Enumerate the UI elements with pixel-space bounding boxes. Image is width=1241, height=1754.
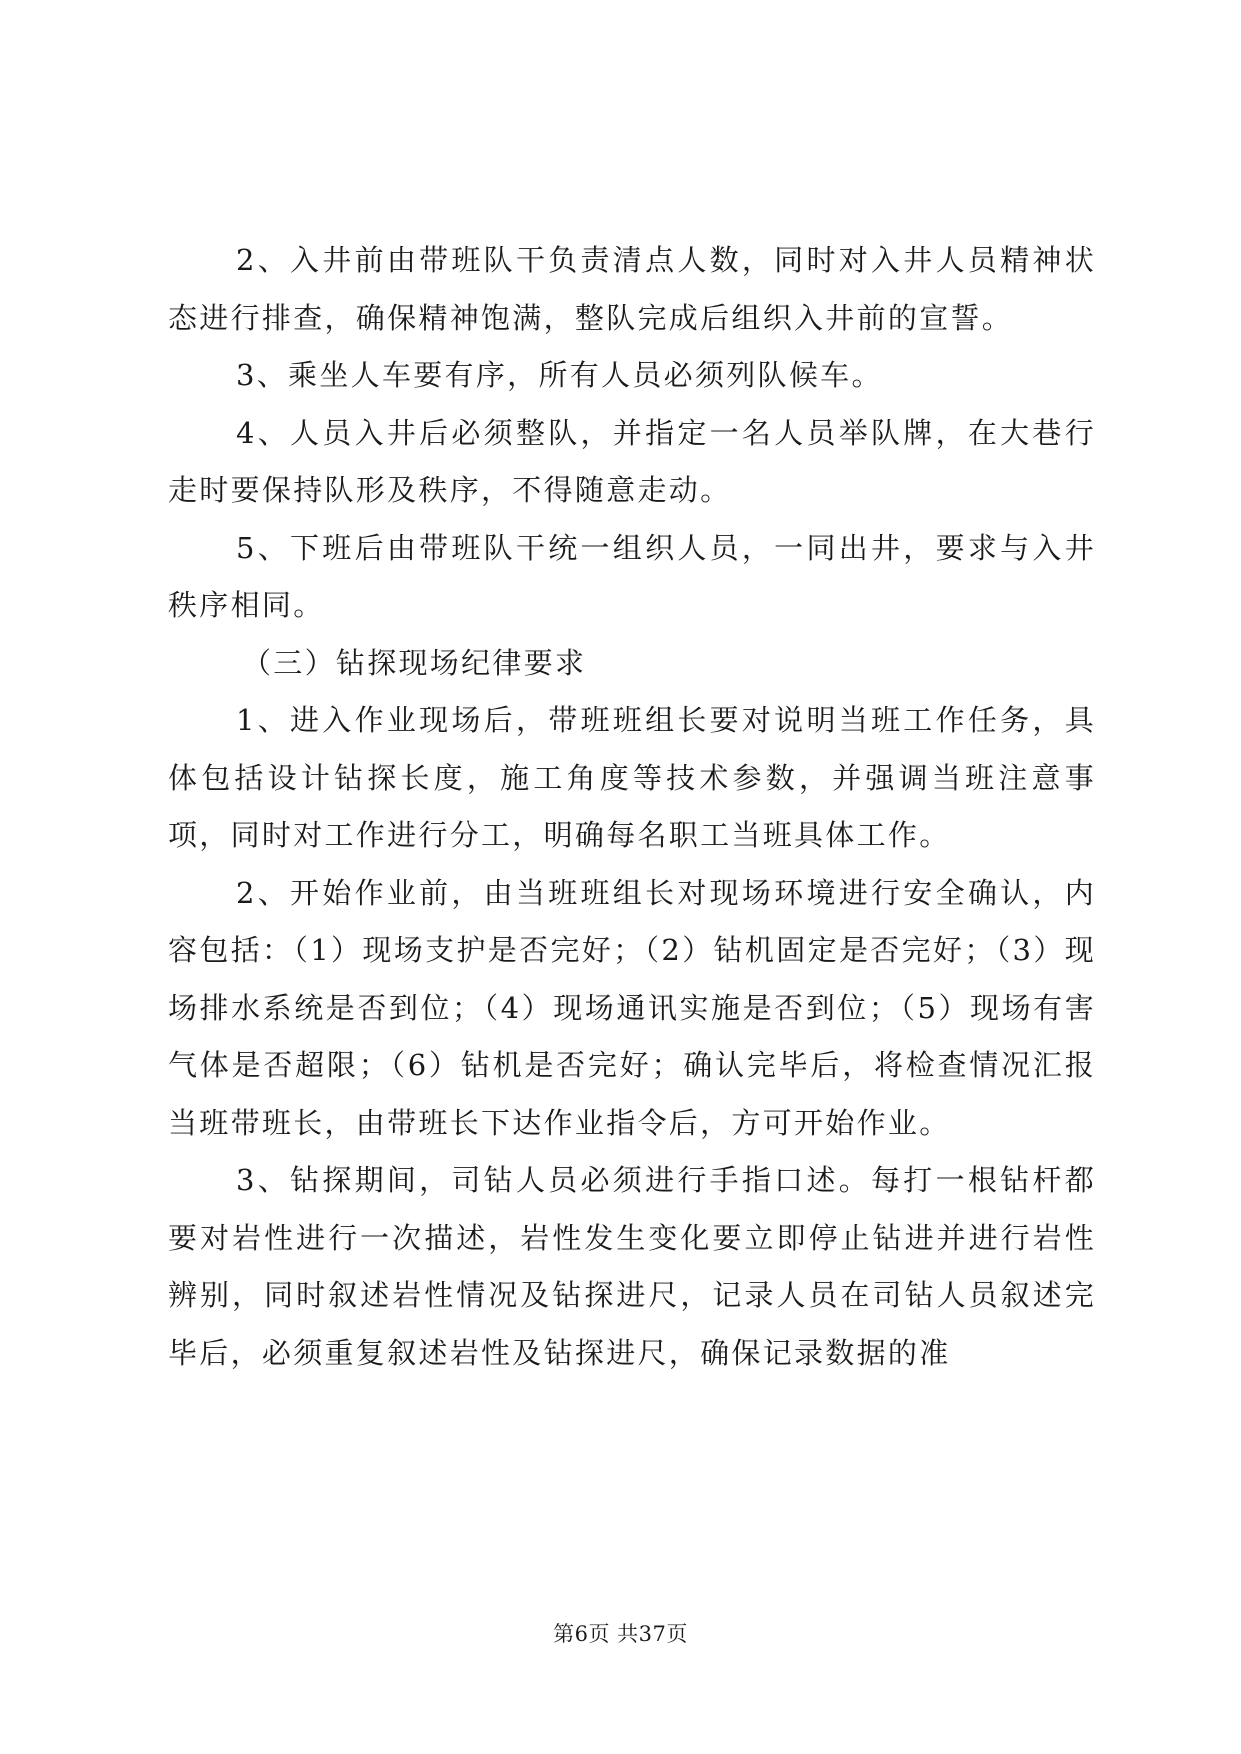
paragraph-item-1: 1、进入作业现场后，带班班组长要对说明当班工作任务，具体包括设计钻探长度，施工角度等技术参数，并强调当班注意事项，同时对工作进行分工，明确每名职工当班具体工作。	[168, 703, 1096, 852]
paragraph-item-3b: 3、钻探期间，司钻人员必须进行手指口述。每打一根钻杆都要对岩性进行一次描述，岩性发生变化要立即停止钻进并进行岩性辨别，同时叙述岩性情况及钻探进尺，记录人员在司钻人员叙述完毕后，必须重复叙述岩性及钻探进尺，确保记录数据的准	[168, 1163, 1096, 1370]
paragraph-item-4: 4、人员入井后必须整队，并指定一名人员举队牌，在大巷行走时要保持队形及秩序，不得随意走动。	[168, 415, 1096, 507]
paragraph-item-3: 3、乘坐人车要有序，所有人员必须列队候车。	[236, 358, 883, 392]
paragraph-item-2: 2、入井前由带班队干负责清点人数，同时对入井人员精神状态进行排查，确保精神饱满，整队完成后组织入井前的宣誓。	[168, 243, 1096, 335]
paragraph-item-2b: 2、开始作业前，由当班班组长对现场环境进行安全确认，内容包括：（1）现场支护是否完好；（2）钻机固定是否完好；（3）现场排水系统是否到位；（4）现场通讯实施是否到位；（5）现场有害气体是否超限；（6）钻机是否完好；确认完毕后，将检查情况汇报当班带班长，由带班长下达作业指令后，方可开始作业。	[168, 875, 1096, 1140]
paragraph-item-5: 5、下班后由带班队干统一组织人员，一同出井，要求与入井秩序相同。	[168, 530, 1096, 622]
document-body	[168, 232, 1096, 1382]
section-heading: （三）钻探现场纪律要求	[242, 645, 587, 680]
page-number-footer: 第6页 共37页	[553, 1622, 688, 1646]
